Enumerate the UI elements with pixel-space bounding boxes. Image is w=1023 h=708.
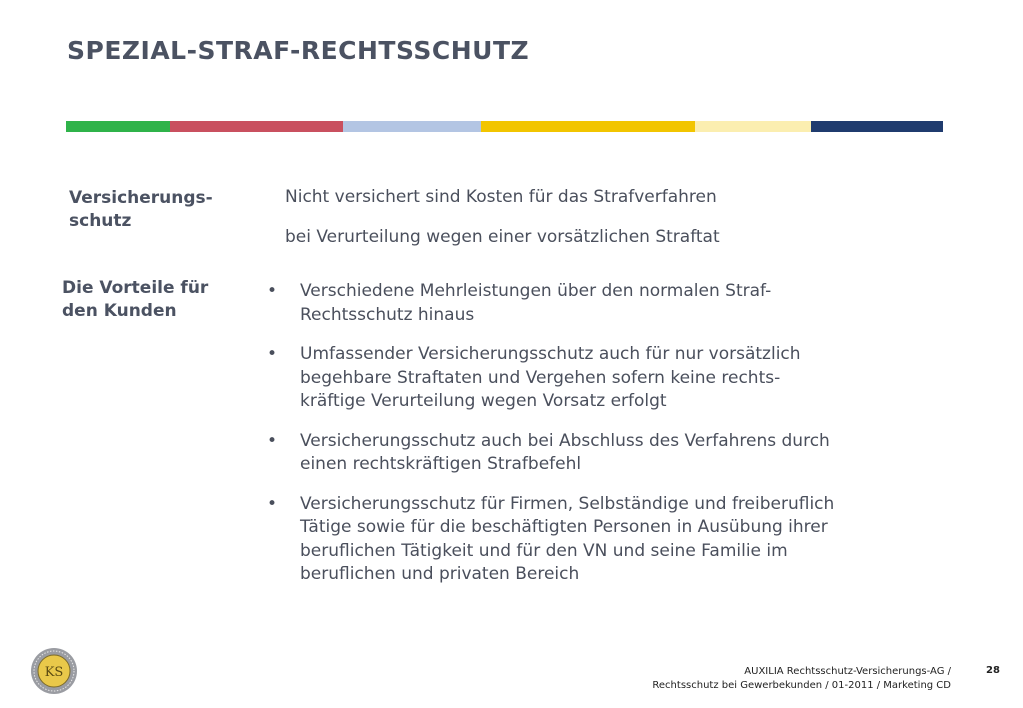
bullet-icon: • — [267, 281, 278, 301]
list-item — [267, 343, 927, 414]
seal-logo-icon — [30, 647, 78, 695]
coverage-heading: Versicherungs- schutz — [69, 188, 213, 231]
bullet-icon: • — [267, 344, 278, 364]
page-number: 28 — [986, 665, 1000, 676]
benefit-text: Umfassender Versicherungsschutz auch für nur vorsätzlich begehbare Straftaten und Vergehen sofern keine rechts- kräftige Verurteilung wegen Vorsatz erfolgt — [300, 344, 801, 411]
bullet-icon: • — [267, 430, 278, 451]
footer-line-1: AUXILIA Rechtsschutz-Versicherungs-AG / — [744, 666, 951, 677]
bullet-icon: • — [267, 493, 278, 514]
page-title: SPEZIAL-STRAF-RECHTSSCHUTZ — [67, 36, 530, 65]
coverage-line: Nicht versichert sind Kosten für das Strafverfahren — [285, 187, 717, 207]
list-item — [267, 493, 927, 587]
footer — [560, 665, 951, 693]
benefits-list — [267, 280, 927, 603]
list-item — [267, 280, 927, 327]
benefit-text: Versicherungsschutz auch bei Abschluss des Verfahrens durch einen rechtskräftigen Strafbefehl — [300, 430, 830, 474]
color-segment-yellow — [481, 121, 695, 132]
logo-text: KS — [44, 665, 64, 680]
color-segment-red — [170, 121, 343, 132]
benefits-heading: Die Vorteile für den Kunden — [62, 278, 209, 321]
color-segment-light-blue — [343, 121, 481, 132]
color-segment-cream — [695, 121, 811, 132]
color-segment-navy — [811, 121, 943, 132]
color-segment-green — [66, 121, 170, 132]
coverage-line: bei Verurteilung wegen einer vorsätzlichen Straftat — [285, 227, 720, 247]
list-item — [267, 430, 927, 477]
benefit-text: Verschiedene Mehrleistungen über den normalen Straf- Rechtsschutz hinaus — [300, 281, 772, 325]
benefit-text: Versicherungsschutz für Firmen, Selbständige und freiberuflich Tätige sowie für die beschäftigten Personen in Ausübung ihrer beruflichen Tätigkeit und für den VN und seine Familie im beruflichen und privaten Bereich — [300, 493, 835, 584]
footer-line-2: Rechtsschutz bei Gewerbekunden / 01-2011 / Marketing CD — [652, 680, 951, 691]
color-strip — [66, 121, 943, 132]
